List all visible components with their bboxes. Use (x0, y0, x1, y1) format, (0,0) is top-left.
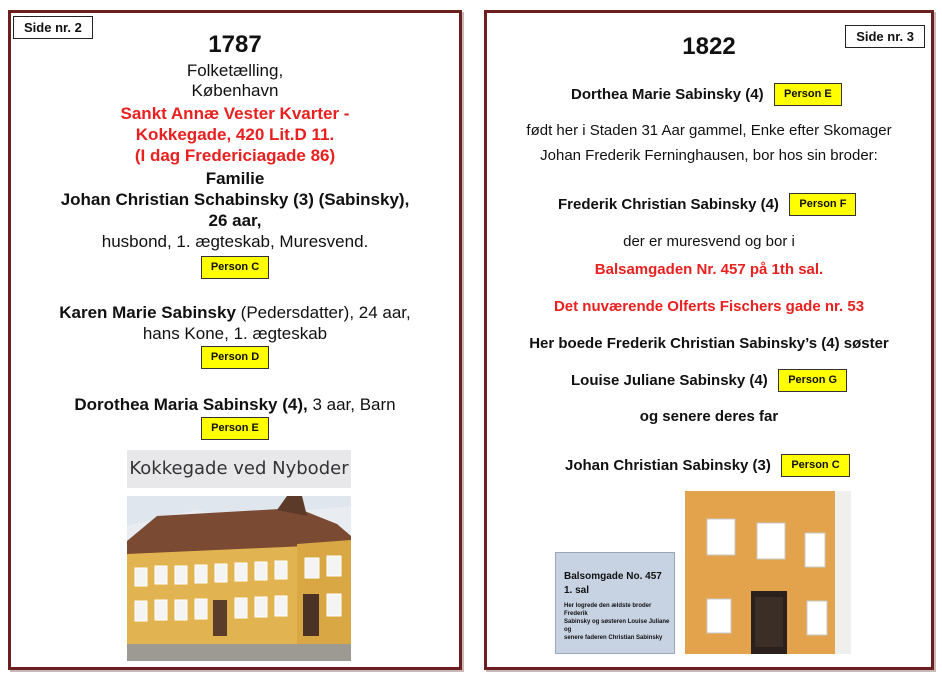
entry-row-1 (571, 83, 842, 106)
text-line-2: Johan Frederik Ferninghausen, bor hos sin broder: (540, 147, 878, 164)
address-red-2: Det nuværende Olferts Fischers gade nr. 53 (553, 298, 865, 315)
badge-row-3 (11, 417, 459, 440)
sign-title: Balsomgade No. 457 (564, 571, 662, 582)
text-line-1: født her i Staden 31 Aar gammel, Enke efter Skomager (526, 122, 892, 139)
person-name: Johan Christian Sabinsky (3) (565, 457, 771, 474)
person-badge: Person F (789, 193, 856, 216)
text-line-4: Her boede Frederik Christian Sabinsky’s (4) søster (529, 335, 889, 352)
street-sign (555, 552, 675, 654)
person1-age: 26 aar, (208, 211, 262, 230)
badge-row-1 (11, 256, 459, 279)
census-line-2: København (191, 81, 279, 100)
address-line-3: (I dag Fredericiagade 86) (134, 146, 336, 165)
person2-line (11, 303, 459, 322)
address-line-1: Sankt Annæ Vester Kvarter - (120, 104, 350, 123)
entry-row-2 (558, 193, 856, 216)
person-name: Louise Juliane Sabinsky (4) (571, 372, 768, 389)
address-line-2: Kokkegade, 420 Lit.D 11. (135, 125, 335, 144)
text-line-3: der er muresvend og bor i (623, 233, 795, 250)
page-side-3 (484, 10, 934, 670)
entry-row-3 (571, 369, 847, 392)
badge-row-2 (11, 346, 459, 369)
person-name: Dorthea Marie Sabinsky (4) (571, 86, 764, 103)
address-red-1: Balsamgaden Nr. 457 på 1th sal. (594, 261, 824, 278)
page-side-2 (8, 10, 462, 670)
person3-name: Dorothea Maria Sabinsky (4), (74, 395, 308, 414)
text-line-5: og senere deres far (639, 408, 779, 425)
year-heading: 1822 (682, 33, 736, 60)
year-heading: 1787 (208, 31, 262, 58)
person-badge: Person G (778, 369, 847, 392)
sign-text-2: Sabinsky og søsteren Louise Juliane og (564, 619, 670, 633)
entry-row-4 (565, 454, 850, 477)
sign-subtitle: 1. sal (564, 585, 590, 596)
kokkegade-photo (127, 496, 351, 661)
photo-caption: Kokkegade ved Nyboder (127, 450, 351, 488)
person2-desc: hans Kone, 1. ægteskab (142, 324, 328, 343)
person-name: Frederik Christian Sabinsky (4) (558, 196, 779, 213)
census-line-1: Folketælling, (186, 61, 284, 80)
sign-text-3: senere faderen Christian Sabinsky (564, 635, 663, 641)
page-number-tag: Side nr. 3 (845, 25, 925, 48)
person3-rest: 3 aar, Barn (307, 395, 396, 414)
person-badge: Person D (201, 346, 269, 369)
person1-desc: husbond, 1. ægteskab, Muresvend. (101, 232, 369, 251)
person3-line (11, 395, 459, 414)
person-badge: Person C (781, 454, 849, 477)
person1-name: Johan Christian Schabinsky (3) (Sabinsky), (60, 190, 410, 209)
person2-rest: (Pedersdatter), 24 aar, (235, 303, 411, 322)
person-badge: Person C (201, 256, 269, 279)
person-badge: Person E (201, 417, 269, 440)
person2-name: Karen Marie Sabinsky (59, 303, 236, 322)
person-badge: Person E (774, 83, 842, 106)
sign-text-1: Her logrede den ældste broder Frederik (564, 603, 652, 617)
familie-heading: Familie (205, 169, 265, 188)
page-number-tag: Side nr. 2 (13, 16, 93, 39)
balsamgade-photo (685, 491, 851, 654)
